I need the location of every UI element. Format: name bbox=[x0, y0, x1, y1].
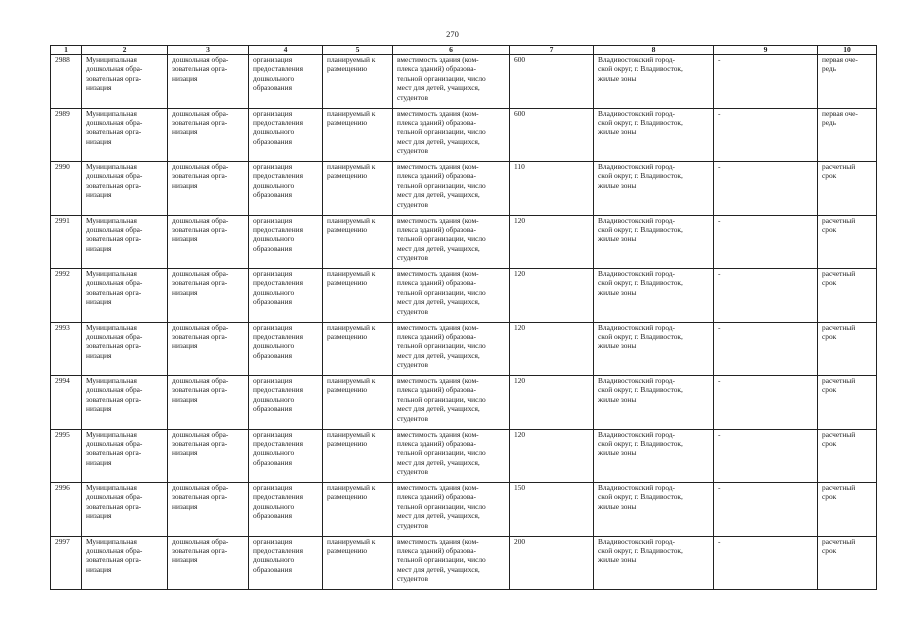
row-number-cell: 2991 bbox=[51, 215, 82, 269]
object-status-cell: планируемый к размещению bbox=[323, 162, 393, 216]
implementation-term-cell: расчетный срок bbox=[818, 376, 877, 430]
object-purpose-cell: организация предоставления дошкольного образования bbox=[249, 269, 323, 323]
capacity-description-cell: вместимость здания (ком- плекса зданий) образова- тельной организации, число мест для детей, учащихся, студентов bbox=[393, 429, 510, 483]
object-name-cell: Муниципальная дошкольная обра- зовательная орга- низация bbox=[82, 429, 168, 483]
implementation-term-cell: расчетный срок bbox=[818, 429, 877, 483]
object-type-cell: дошкольная обра- зовательная орга- низация bbox=[168, 269, 249, 323]
location-cell: Владивостокский город- ской округ, г. Владивосток, жилые зоны bbox=[594, 162, 714, 216]
object-purpose-cell: организация предоставления дошкольного образования bbox=[249, 429, 323, 483]
column-header: 6 bbox=[393, 46, 510, 55]
row-number-cell: 2988 bbox=[51, 55, 82, 109]
header-row bbox=[51, 46, 877, 55]
object-name-cell: Муниципальная дошкольная обра- зовательная орга- низация bbox=[82, 536, 168, 590]
column-header: 5 bbox=[323, 46, 393, 55]
object-purpose-cell: организация предоставления дошкольного образования bbox=[249, 376, 323, 430]
column-header: 2 bbox=[82, 46, 168, 55]
location-cell: Владивостокский город- ской округ, г. Владивосток, жилые зоны bbox=[594, 376, 714, 430]
column-header: 9 bbox=[714, 46, 818, 55]
protection-zone-cell: - bbox=[714, 162, 818, 216]
implementation-term-cell: первая оче- редь bbox=[818, 55, 877, 109]
object-name-cell: Муниципальная дошкольная обра- зовательная орга- низация bbox=[82, 376, 168, 430]
capacity-value-cell: 120 bbox=[510, 376, 594, 430]
protection-zone-cell: - bbox=[714, 536, 818, 590]
object-type-cell: дошкольная обра- зовательная орга- низация bbox=[168, 108, 249, 162]
table-row bbox=[51, 483, 877, 537]
capacity-value-cell: 120 bbox=[510, 429, 594, 483]
capacity-description-cell: вместимость здания (ком- плекса зданий) образова- тельной организации, число мест для детей, учащихся, студентов bbox=[393, 215, 510, 269]
table-row bbox=[51, 322, 877, 376]
page-number: 270 bbox=[446, 29, 459, 39]
location-cell: Владивостокский город- ской округ, г. Владивосток, жилые зоны bbox=[594, 429, 714, 483]
object-status-cell: планируемый к размещению bbox=[323, 269, 393, 323]
implementation-term-cell: расчетный срок bbox=[818, 483, 877, 537]
object-purpose-cell: организация предоставления дошкольного образования bbox=[249, 55, 323, 109]
column-header: 4 bbox=[249, 46, 323, 55]
protection-zone-cell: - bbox=[714, 55, 818, 109]
capacity-description-cell: вместимость здания (ком- плекса зданий) образова- тельной организации, число мест для детей, учащихся, студентов bbox=[393, 536, 510, 590]
object-purpose-cell: организация предоставления дошкольного образования bbox=[249, 322, 323, 376]
object-type-cell: дошкольная обра- зовательная орга- низация bbox=[168, 536, 249, 590]
document-table bbox=[50, 45, 877, 590]
implementation-term-cell: расчетный срок bbox=[818, 215, 877, 269]
capacity-description-cell: вместимость здания (ком- плекса зданий) образова- тельной организации, число мест для детей, учащихся, студентов bbox=[393, 55, 510, 109]
capacity-description-cell: вместимость здания (ком- плекса зданий) образова- тельной организации, число мест для детей, учащихся, студентов bbox=[393, 162, 510, 216]
object-name-cell: Муниципальная дошкольная обра- зовательная орга- низация bbox=[82, 269, 168, 323]
object-name-cell: Муниципальная дошкольная обра- зовательная орга- низация bbox=[82, 215, 168, 269]
implementation-term-cell: первая оче- редь bbox=[818, 108, 877, 162]
protection-zone-cell: - bbox=[714, 483, 818, 537]
table-row bbox=[51, 536, 877, 590]
object-purpose-cell: организация предоставления дошкольного образования bbox=[249, 483, 323, 537]
object-purpose-cell: организация предоставления дошкольного образования bbox=[249, 162, 323, 216]
row-number-cell: 2989 bbox=[51, 108, 82, 162]
object-status-cell: планируемый к размещению bbox=[323, 108, 393, 162]
object-status-cell: планируемый к размещению bbox=[323, 215, 393, 269]
location-cell: Владивостокский город- ской округ, г. Владивосток, жилые зоны bbox=[594, 108, 714, 162]
row-number-cell: 2990 bbox=[51, 162, 82, 216]
column-header: 1 bbox=[51, 46, 82, 55]
implementation-term-cell: расчетный срок bbox=[818, 269, 877, 323]
object-name-cell: Муниципальная дошкольная обра- зовательная орга- низация bbox=[82, 55, 168, 109]
object-name-cell: Муниципальная дошкольная обра- зовательная орга- низация bbox=[82, 108, 168, 162]
capacity-value-cell: 150 bbox=[510, 483, 594, 537]
capacity-value-cell: 600 bbox=[510, 55, 594, 109]
object-type-cell: дошкольная обра- зовательная орга- низация bbox=[168, 55, 249, 109]
protection-zone-cell: - bbox=[714, 376, 818, 430]
column-header: 10 bbox=[818, 46, 877, 55]
table-row bbox=[51, 269, 877, 323]
location-cell: Владивостокский город- ской округ, г. Владивосток, жилые зоны bbox=[594, 536, 714, 590]
table-row bbox=[51, 108, 877, 162]
object-name-cell: Муниципальная дошкольная обра- зовательная орга- низация bbox=[82, 322, 168, 376]
implementation-term-cell: расчетный срок bbox=[818, 322, 877, 376]
object-type-cell: дошкольная обра- зовательная орга- низация bbox=[168, 162, 249, 216]
object-status-cell: планируемый к размещению bbox=[323, 536, 393, 590]
protection-zone-cell: - bbox=[714, 215, 818, 269]
table-body bbox=[51, 55, 877, 590]
protection-zone-cell: - bbox=[714, 269, 818, 323]
location-cell: Владивостокский город- ской округ, г. Владивосток, жилые зоны bbox=[594, 322, 714, 376]
capacity-value-cell: 600 bbox=[510, 108, 594, 162]
row-number-cell: 2996 bbox=[51, 483, 82, 537]
capacity-value-cell: 110 bbox=[510, 162, 594, 216]
location-cell: Владивостокский город- ской округ, г. Владивосток, жилые зоны bbox=[594, 55, 714, 109]
object-status-cell: планируемый к размещению bbox=[323, 376, 393, 430]
table-row bbox=[51, 215, 877, 269]
capacity-value-cell: 120 bbox=[510, 322, 594, 376]
table-row bbox=[51, 55, 877, 109]
capacity-description-cell: вместимость здания (ком- плекса зданий) образова- тельной организации, число мест для детей, учащихся, студентов bbox=[393, 376, 510, 430]
table-header bbox=[51, 46, 877, 55]
object-status-cell: планируемый к размещению bbox=[323, 483, 393, 537]
row-number-cell: 2994 bbox=[51, 376, 82, 430]
object-type-cell: дошкольная обра- зовательная орга- низация bbox=[168, 376, 249, 430]
table-row bbox=[51, 429, 877, 483]
column-header: 8 bbox=[594, 46, 714, 55]
row-number-cell: 2995 bbox=[51, 429, 82, 483]
table-row bbox=[51, 376, 877, 430]
object-purpose-cell: организация предоставления дошкольного образования bbox=[249, 215, 323, 269]
location-cell: Владивостокский город- ской округ, г. Владивосток, жилые зоны bbox=[594, 215, 714, 269]
capacity-value-cell: 200 bbox=[510, 536, 594, 590]
capacity-description-cell: вместимость здания (ком- плекса зданий) образова- тельной организации, число мест для детей, учащихся, студентов bbox=[393, 322, 510, 376]
location-cell: Владивостокский город- ской округ, г. Владивосток, жилые зоны bbox=[594, 269, 714, 323]
object-status-cell: планируемый к размещению bbox=[323, 55, 393, 109]
location-cell: Владивостокский город- ской округ, г. Владивосток, жилые зоны bbox=[594, 483, 714, 537]
object-name-cell: Муниципальная дошкольная обра- зовательная орга- низация bbox=[82, 162, 168, 216]
object-type-cell: дошкольная обра- зовательная орга- низация bbox=[168, 429, 249, 483]
object-purpose-cell: организация предоставления дошкольного образования bbox=[249, 108, 323, 162]
object-status-cell: планируемый к размещению bbox=[323, 322, 393, 376]
capacity-value-cell: 120 bbox=[510, 215, 594, 269]
capacity-value-cell: 120 bbox=[510, 269, 594, 323]
implementation-term-cell: расчетный срок bbox=[818, 536, 877, 590]
row-number-cell: 2992 bbox=[51, 269, 82, 323]
implementation-term-cell: расчетный срок bbox=[818, 162, 877, 216]
object-type-cell: дошкольная обра- зовательная орга- низация bbox=[168, 215, 249, 269]
object-status-cell: планируемый к размещению bbox=[323, 429, 393, 483]
object-name-cell: Муниципальная дошкольная обра- зовательная орга- низация bbox=[82, 483, 168, 537]
table-row bbox=[51, 162, 877, 216]
protection-zone-cell: - bbox=[714, 108, 818, 162]
capacity-description-cell: вместимость здания (ком- плекса зданий) образова- тельной организации, число мест для детей, учащихся, студентов bbox=[393, 108, 510, 162]
object-purpose-cell: организация предоставления дошкольного образования bbox=[249, 536, 323, 590]
row-number-cell: 2993 bbox=[51, 322, 82, 376]
object-type-cell: дошкольная обра- зовательная орга- низация bbox=[168, 322, 249, 376]
row-number-cell: 2997 bbox=[51, 536, 82, 590]
column-header: 3 bbox=[168, 46, 249, 55]
protection-zone-cell: - bbox=[714, 429, 818, 483]
capacity-description-cell: вместимость здания (ком- плекса зданий) образова- тельной организации, число мест для детей, учащихся, студентов bbox=[393, 483, 510, 537]
object-type-cell: дошкольная обра- зовательная орга- низация bbox=[168, 483, 249, 537]
protection-zone-cell: - bbox=[714, 322, 818, 376]
capacity-description-cell: вместимость здания (ком- плекса зданий) образова- тельной организации, число мест для детей, учащихся, студентов bbox=[393, 269, 510, 323]
column-header: 7 bbox=[510, 46, 594, 55]
